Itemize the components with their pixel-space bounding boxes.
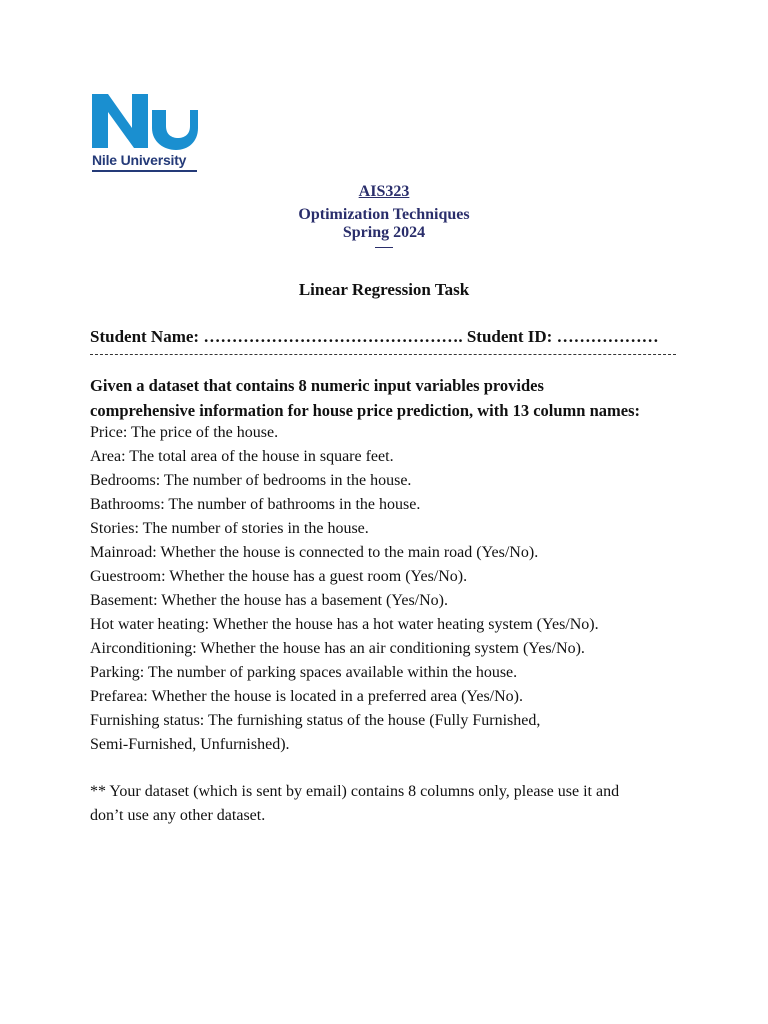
note-line: don’t use any other dataset.: [90, 807, 266, 824]
column-description: Basement: Whether the house has a basement (Yes/No).: [90, 592, 448, 609]
student-info-line: Student Name: ………………………………………. Student ID: ………………: [90, 327, 659, 346]
column-description: Stories: The number of stories in the house.: [90, 520, 369, 537]
course-term: Spring 2024: [342, 224, 426, 241]
intro-paragraph: [90, 373, 690, 423]
course-name: Optimization Techniques: [298, 206, 470, 223]
column-description: Price: The price of the house.: [90, 424, 279, 441]
course-divider: [375, 247, 393, 248]
column-description: Guestroom: Whether the house has a guest room (Yes/No).: [90, 568, 468, 585]
column-description: Prefarea: Whether the house is located in a preferred area (Yes/No).: [90, 688, 523, 705]
logo-underline: [92, 170, 197, 172]
column-description: Hot water heating: Whether the house has a hot water heating system (Yes/No).: [90, 616, 599, 633]
column-descriptions: [90, 421, 690, 757]
nu-logo-icon: [92, 94, 200, 150]
intro-line: comprehensive information for house price prediction, with 13 column names:: [90, 401, 640, 420]
column-description: Parking: The number of parking spaces available within the house.: [90, 664, 518, 681]
note-line: ** Your dataset (which is sent by email) contains 8 columns only, please use it and: [90, 783, 620, 800]
intro-line: Given a dataset that contains 8 numeric input variables provides: [90, 376, 544, 395]
logo-text: Nile University: [92, 152, 187, 168]
dataset-note: [90, 780, 690, 828]
column-description: Area: The total area of the house in square feet.: [90, 448, 394, 465]
column-description: Airconditioning: Whether the house has an air conditioning system (Yes/No).: [90, 640, 585, 657]
task-title: Linear Regression Task: [298, 280, 470, 299]
column-description: Semi-Furnished, Unfurnished).: [90, 736, 290, 753]
column-description: Bedrooms: The number of bedrooms in the house.: [90, 472, 412, 489]
column-description: Bathrooms: The number of bathrooms in the house.: [90, 496, 421, 513]
dashed-divider: [90, 354, 676, 355]
nile-university-logo: [92, 94, 200, 174]
column-description: Furnishing status: The furnishing status of the house (Fully Furnished,: [90, 712, 541, 729]
column-description: Mainroad: Whether the house is connected to the main road (Yes/No).: [90, 544, 539, 561]
course-code: AIS323: [358, 183, 410, 200]
